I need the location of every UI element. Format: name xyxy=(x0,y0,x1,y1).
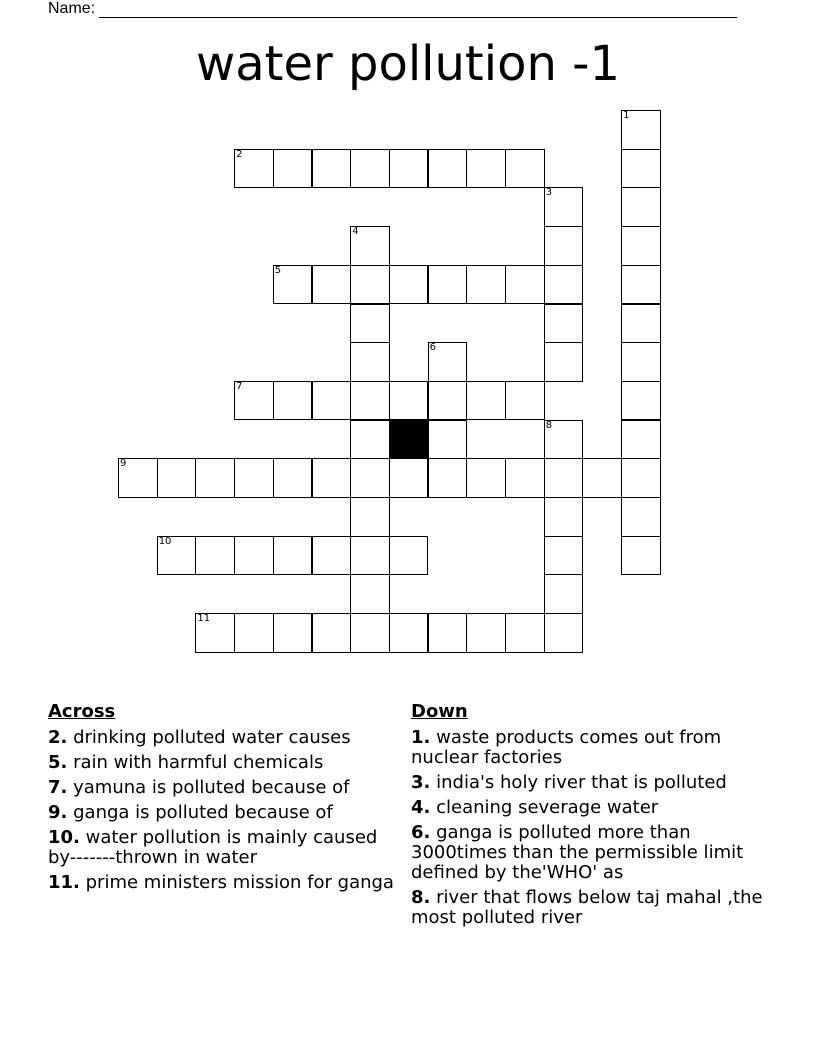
clue-number: 6. xyxy=(411,822,431,843)
grid-cell[interactable] xyxy=(273,265,313,305)
grid-cell[interactable] xyxy=(544,536,584,576)
clue-number: 10 xyxy=(158,535,172,547)
grid-cell[interactable] xyxy=(157,536,197,576)
clue-number: 3 xyxy=(545,187,553,199)
clue-text: river that flows below taj mahal ,the most polluted river xyxy=(411,887,763,928)
grid-cell[interactable] xyxy=(350,613,390,653)
grid-cell[interactable] xyxy=(544,420,584,460)
grid-cell[interactable] xyxy=(389,458,429,498)
grid-cell[interactable] xyxy=(544,342,584,382)
clue-text: waste products comes out from nuclear factories xyxy=(411,727,722,768)
grid-cell[interactable] xyxy=(234,458,274,498)
grid-cell[interactable] xyxy=(350,265,390,305)
grid-cell[interactable] xyxy=(350,458,390,498)
grid-cell[interactable] xyxy=(389,536,429,576)
clue-number: 11. xyxy=(48,872,80,893)
grid-cell[interactable] xyxy=(312,381,352,421)
grid-cell[interactable] xyxy=(621,187,661,227)
grid-cell[interactable] xyxy=(312,536,352,576)
grid-cell[interactable] xyxy=(466,149,506,189)
puzzle-title: water pollution -1 xyxy=(195,36,620,92)
clue-text: drinking polluted water causes xyxy=(73,727,351,748)
grid-cell[interactable] xyxy=(273,149,313,189)
grid-cell[interactable] xyxy=(544,613,584,653)
grid-cell[interactable] xyxy=(195,613,235,653)
grid-cell[interactable] xyxy=(428,149,468,189)
grid-cell[interactable] xyxy=(350,497,390,537)
name-label: Name: xyxy=(48,0,96,17)
across-heading: Across xyxy=(48,701,116,722)
grid-cell[interactable] xyxy=(428,381,468,421)
grid-cell[interactable] xyxy=(273,536,313,576)
grid-cell[interactable] xyxy=(621,497,661,537)
grid-cell[interactable] xyxy=(621,226,661,266)
grid-cell[interactable] xyxy=(582,458,622,498)
grid-cell[interactable] xyxy=(621,342,661,382)
grid-cell[interactable] xyxy=(544,497,584,537)
clue-number: 9 xyxy=(120,458,127,470)
clue-text: ganga is polluted because of xyxy=(73,802,333,823)
clue-text: india's holy river that is polluted xyxy=(436,772,727,793)
clue-number: 8. xyxy=(411,887,431,908)
grid-cell[interactable] xyxy=(234,381,274,421)
clue-number: 11 xyxy=(197,613,211,625)
grid-cell[interactable] xyxy=(428,613,468,653)
clue-text: yamuna is polluted because of xyxy=(73,777,350,798)
clue-number: 3. xyxy=(411,772,431,793)
grid-cell[interactable] xyxy=(505,613,545,653)
across-clue xyxy=(48,803,398,823)
grid-cell[interactable] xyxy=(350,420,390,460)
grid-cell[interactable] xyxy=(312,613,352,653)
grid-cell[interactable] xyxy=(273,458,313,498)
grid-cell[interactable] xyxy=(505,381,545,421)
down-clue xyxy=(411,823,771,883)
grid-cell[interactable] xyxy=(273,613,313,653)
grid-cell[interactable] xyxy=(621,304,661,344)
across-clue xyxy=(48,728,398,748)
grid-cell[interactable] xyxy=(544,226,584,266)
grid-cell[interactable] xyxy=(544,574,584,614)
clue-text: water pollution is mainly caused by-------thrown in water xyxy=(48,827,378,868)
down-clue xyxy=(411,798,771,818)
grid-cell[interactable] xyxy=(389,265,429,305)
down-heading: Down xyxy=(411,701,468,722)
down-list xyxy=(411,728,771,928)
grid-cell[interactable] xyxy=(350,304,390,344)
grid-cell[interactable] xyxy=(621,420,661,460)
grid-cell[interactable] xyxy=(389,149,429,189)
grid-cell[interactable] xyxy=(312,265,352,305)
clue-number: 8 xyxy=(545,419,553,431)
grid-cell[interactable] xyxy=(350,342,390,382)
grid-cell[interactable] xyxy=(505,458,545,498)
grid-cell[interactable] xyxy=(350,381,390,421)
clue-number: 10. xyxy=(48,827,80,848)
across-clue xyxy=(48,753,398,773)
clue-number: 1. xyxy=(411,727,431,748)
grid-cell[interactable] xyxy=(195,458,235,498)
across-clue xyxy=(48,778,398,798)
clue-number: 2. xyxy=(48,727,68,748)
name-line xyxy=(48,0,737,18)
clue-number: 5 xyxy=(274,264,282,276)
grid-cell[interactable] xyxy=(505,265,545,305)
clue-number: 9. xyxy=(48,802,68,823)
grid-cell[interactable] xyxy=(621,149,661,189)
grid-cell[interactable] xyxy=(389,381,429,421)
clue-number: 7 xyxy=(236,380,243,392)
clue-text: rain with harmful chemicals xyxy=(73,752,324,773)
grid-cell[interactable] xyxy=(428,265,468,305)
grid-cell[interactable] xyxy=(621,381,661,421)
grid-cell[interactable] xyxy=(466,458,506,498)
name-blank[interactable] xyxy=(99,3,737,18)
grid-cell[interactable] xyxy=(621,265,661,305)
grid-cell[interactable] xyxy=(312,458,352,498)
grid-cell[interactable] xyxy=(157,458,197,498)
clue-text: cleaning severage water xyxy=(436,797,659,818)
down-clue xyxy=(411,773,771,793)
black-cell xyxy=(389,420,429,460)
grid-cell[interactable] xyxy=(350,536,390,576)
grid-cell[interactable] xyxy=(544,187,584,227)
down-clue xyxy=(411,888,771,928)
across-clue xyxy=(48,873,398,893)
grid-cell[interactable] xyxy=(350,149,390,189)
grid-cell[interactable] xyxy=(466,613,506,653)
grid-cell[interactable] xyxy=(428,458,468,498)
grid-cell[interactable] xyxy=(621,536,661,576)
grid-cell[interactable] xyxy=(350,574,390,614)
grid-cell[interactable] xyxy=(234,149,274,189)
grid-cell[interactable] xyxy=(273,381,313,421)
clue-text: prime ministers mission for ganga xyxy=(85,872,394,893)
grid-cell[interactable] xyxy=(428,342,468,382)
across-list xyxy=(48,728,398,893)
down-clues xyxy=(411,700,771,933)
grid-cell[interactable] xyxy=(234,536,274,576)
clue-number: 4. xyxy=(411,797,431,818)
clue-number: 7. xyxy=(48,777,68,798)
clue-number: 1 xyxy=(623,110,630,121)
grid-cell[interactable] xyxy=(621,458,661,498)
grid-cell[interactable] xyxy=(466,265,506,305)
grid-cell[interactable] xyxy=(544,304,584,344)
grid-cell[interactable] xyxy=(350,226,390,266)
grid-cell[interactable] xyxy=(195,536,235,576)
grid-cell[interactable] xyxy=(389,613,429,653)
grid-cell[interactable] xyxy=(544,265,584,305)
grid-cell[interactable] xyxy=(118,458,158,498)
grid-cell[interactable] xyxy=(544,458,584,498)
across-clue xyxy=(48,828,398,868)
grid-cell[interactable] xyxy=(234,613,274,653)
clue-number: 4 xyxy=(352,226,359,238)
grid-cell[interactable] xyxy=(428,420,468,460)
across-clues xyxy=(48,700,398,898)
clue-number: 6 xyxy=(429,342,436,354)
grid-cell[interactable] xyxy=(621,110,661,150)
grid-cell[interactable] xyxy=(505,149,545,189)
clue-number: 2 xyxy=(236,148,243,160)
down-clue xyxy=(411,728,771,768)
clue-number: 5. xyxy=(48,752,68,773)
clue-text: ganga is polluted more than 3000times than the permissible limit defined by the'WHO' as xyxy=(411,822,744,883)
grid-cell[interactable] xyxy=(466,381,506,421)
grid-cell[interactable] xyxy=(312,149,352,189)
